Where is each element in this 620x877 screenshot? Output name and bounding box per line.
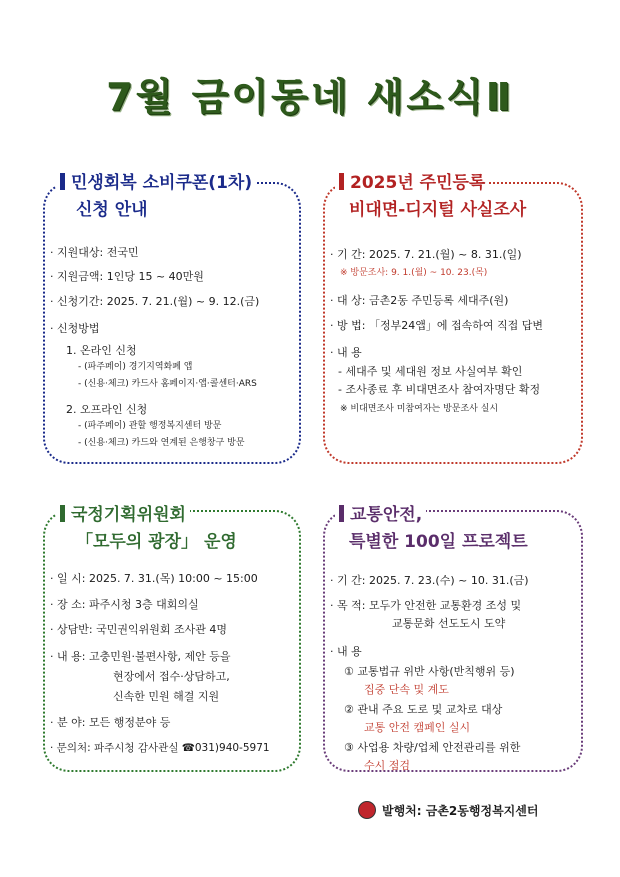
box1-line: · 지원대상: 전국민 <box>50 246 139 259</box>
title-bar-icon <box>60 505 65 522</box>
box3-line: · 상담반: 국민권익위원회 조사관 4명 <box>50 623 227 636</box>
box2-line: - 조사종료 후 비대면조사 참여자명단 확정 <box>338 383 541 396</box>
box2-line: · 기 간: 2025. 7. 21.(월) ~ 8. 31.(일) <box>330 248 522 261</box>
box3-title <box>56 503 190 528</box>
box1-line: · 지원금액: 1인당 15 ~ 40만원 <box>50 270 204 283</box>
box4-line: · 내 용 <box>330 645 362 658</box>
box4-line: 집중 단속 및 계도 <box>364 683 449 696</box>
box4-line: 교통 안전 캠페인 실시 <box>364 721 471 734</box>
box4-line: 수시 점검 <box>364 759 411 772</box>
box3-title-line1: 국정기획위원회 <box>71 505 186 525</box>
box1-title <box>56 171 256 196</box>
box1-line: - (파주페이) 경기지역화폐 앱 <box>78 362 193 372</box>
box4-line: · 기 간: 2025. 7. 23.(수) ~ 10. 31.(금) <box>330 574 529 587</box>
box3-line: · 내 용: 고충민원·불편사항, 제안 등을 <box>50 650 231 663</box>
box4-line: ③ 사업용 차량/업체 안전관리를 위한 <box>344 741 521 754</box>
box4-title-line1: 교통안전, <box>350 505 423 525</box>
box3-title-line2: 「모두의 광장」 운영 <box>76 532 237 552</box>
box4-line: · 목 적: 모두가 안전한 교통환경 조성 및 <box>330 599 522 612</box>
box2-line: ※ 비대면조사 미참여자는 방문조사 실시 <box>340 404 499 414</box>
title-bar-icon <box>339 505 344 522</box>
title-bar-icon <box>60 173 65 190</box>
box1-title-line2: 신청 안내 <box>76 200 148 220</box>
box1-title-line1: 민생회복 소비쿠폰(1차) <box>71 173 253 193</box>
box3-line: · 문의처: 파주시청 감사관실 ☎031)940-5971 <box>50 742 270 754</box>
box3-line: · 장 소: 파주시청 3층 대회의실 <box>50 598 199 611</box>
page-title: 7월 금이동네 새소식Ⅱ <box>106 75 514 119</box>
box3-line: 신속한 민원 해결 지원 <box>113 690 220 703</box>
box1-line: - (신용·체크) 카드와 연계된 은행창구 방문 <box>78 438 245 448</box>
publisher-label: 발행처: 금촌2동행정복지센터 <box>382 804 539 818</box>
box4-line: ② 관내 주요 도로 및 교차로 대상 <box>344 703 503 716</box>
box2-title-line1: 2025년 주민등록 <box>350 173 486 193</box>
box1-line: - (파주페이) 관할 행정복지센터 방문 <box>78 421 222 431</box>
box3-line: 현장에서 접수·상담하고, <box>113 670 230 683</box>
box4-title-line2: 특별한 100일 프로젝트 <box>349 532 528 552</box>
box2-line: · 대 상: 금촌2동 주민등록 세대주(원) <box>330 294 509 307</box>
box1-line: · 신청방법 <box>50 322 100 335</box>
box1-line: 1. 온라인 신청 <box>66 344 137 357</box>
box2-line: · 방 법: 「정부24앱」에 접속하여 직접 답변 <box>330 319 543 332</box>
box4-line: 교통문화 선도도시 도약 <box>392 617 506 630</box>
box3-line: · 분 야: 모든 행정분야 등 <box>50 716 171 729</box>
box4-title <box>335 503 426 528</box>
box1-line: - (신용·체크) 카드사 홈페이지·앱·콜센터·ARS <box>78 379 257 389</box>
box1-line: 2. 오프라인 신청 <box>66 403 148 416</box>
box3-line: · 일 시: 2025. 7. 31.(목) 10:00 ~ 15:00 <box>50 572 258 585</box>
box3-title-2 <box>72 530 241 555</box>
box2-title <box>335 171 489 196</box>
box2-title-line2: 비대면-디지털 사실조사 <box>349 200 527 220</box>
city-logo-icon <box>358 801 376 819</box>
title-bar-icon <box>339 173 344 190</box>
publisher-footer <box>358 801 538 819</box>
box2-line: - 세대주 및 세대원 정보 사실여부 확인 <box>338 365 523 378</box>
box1-title-2 <box>72 198 152 223</box>
box2-line: ※ 방문조사: 9. 1.(월) ~ 10. 23.(목) <box>340 268 488 278</box>
box4-title-2 <box>345 530 532 555</box>
box2-line: · 내 용 <box>330 346 362 359</box>
box1-line: · 신청기간: 2025. 7. 21.(월) ~ 9. 12.(금) <box>50 295 260 308</box>
box4-line: ① 교통법규 위반 사항(반칙행위 등) <box>344 665 515 678</box>
box2-title-2 <box>345 198 530 223</box>
